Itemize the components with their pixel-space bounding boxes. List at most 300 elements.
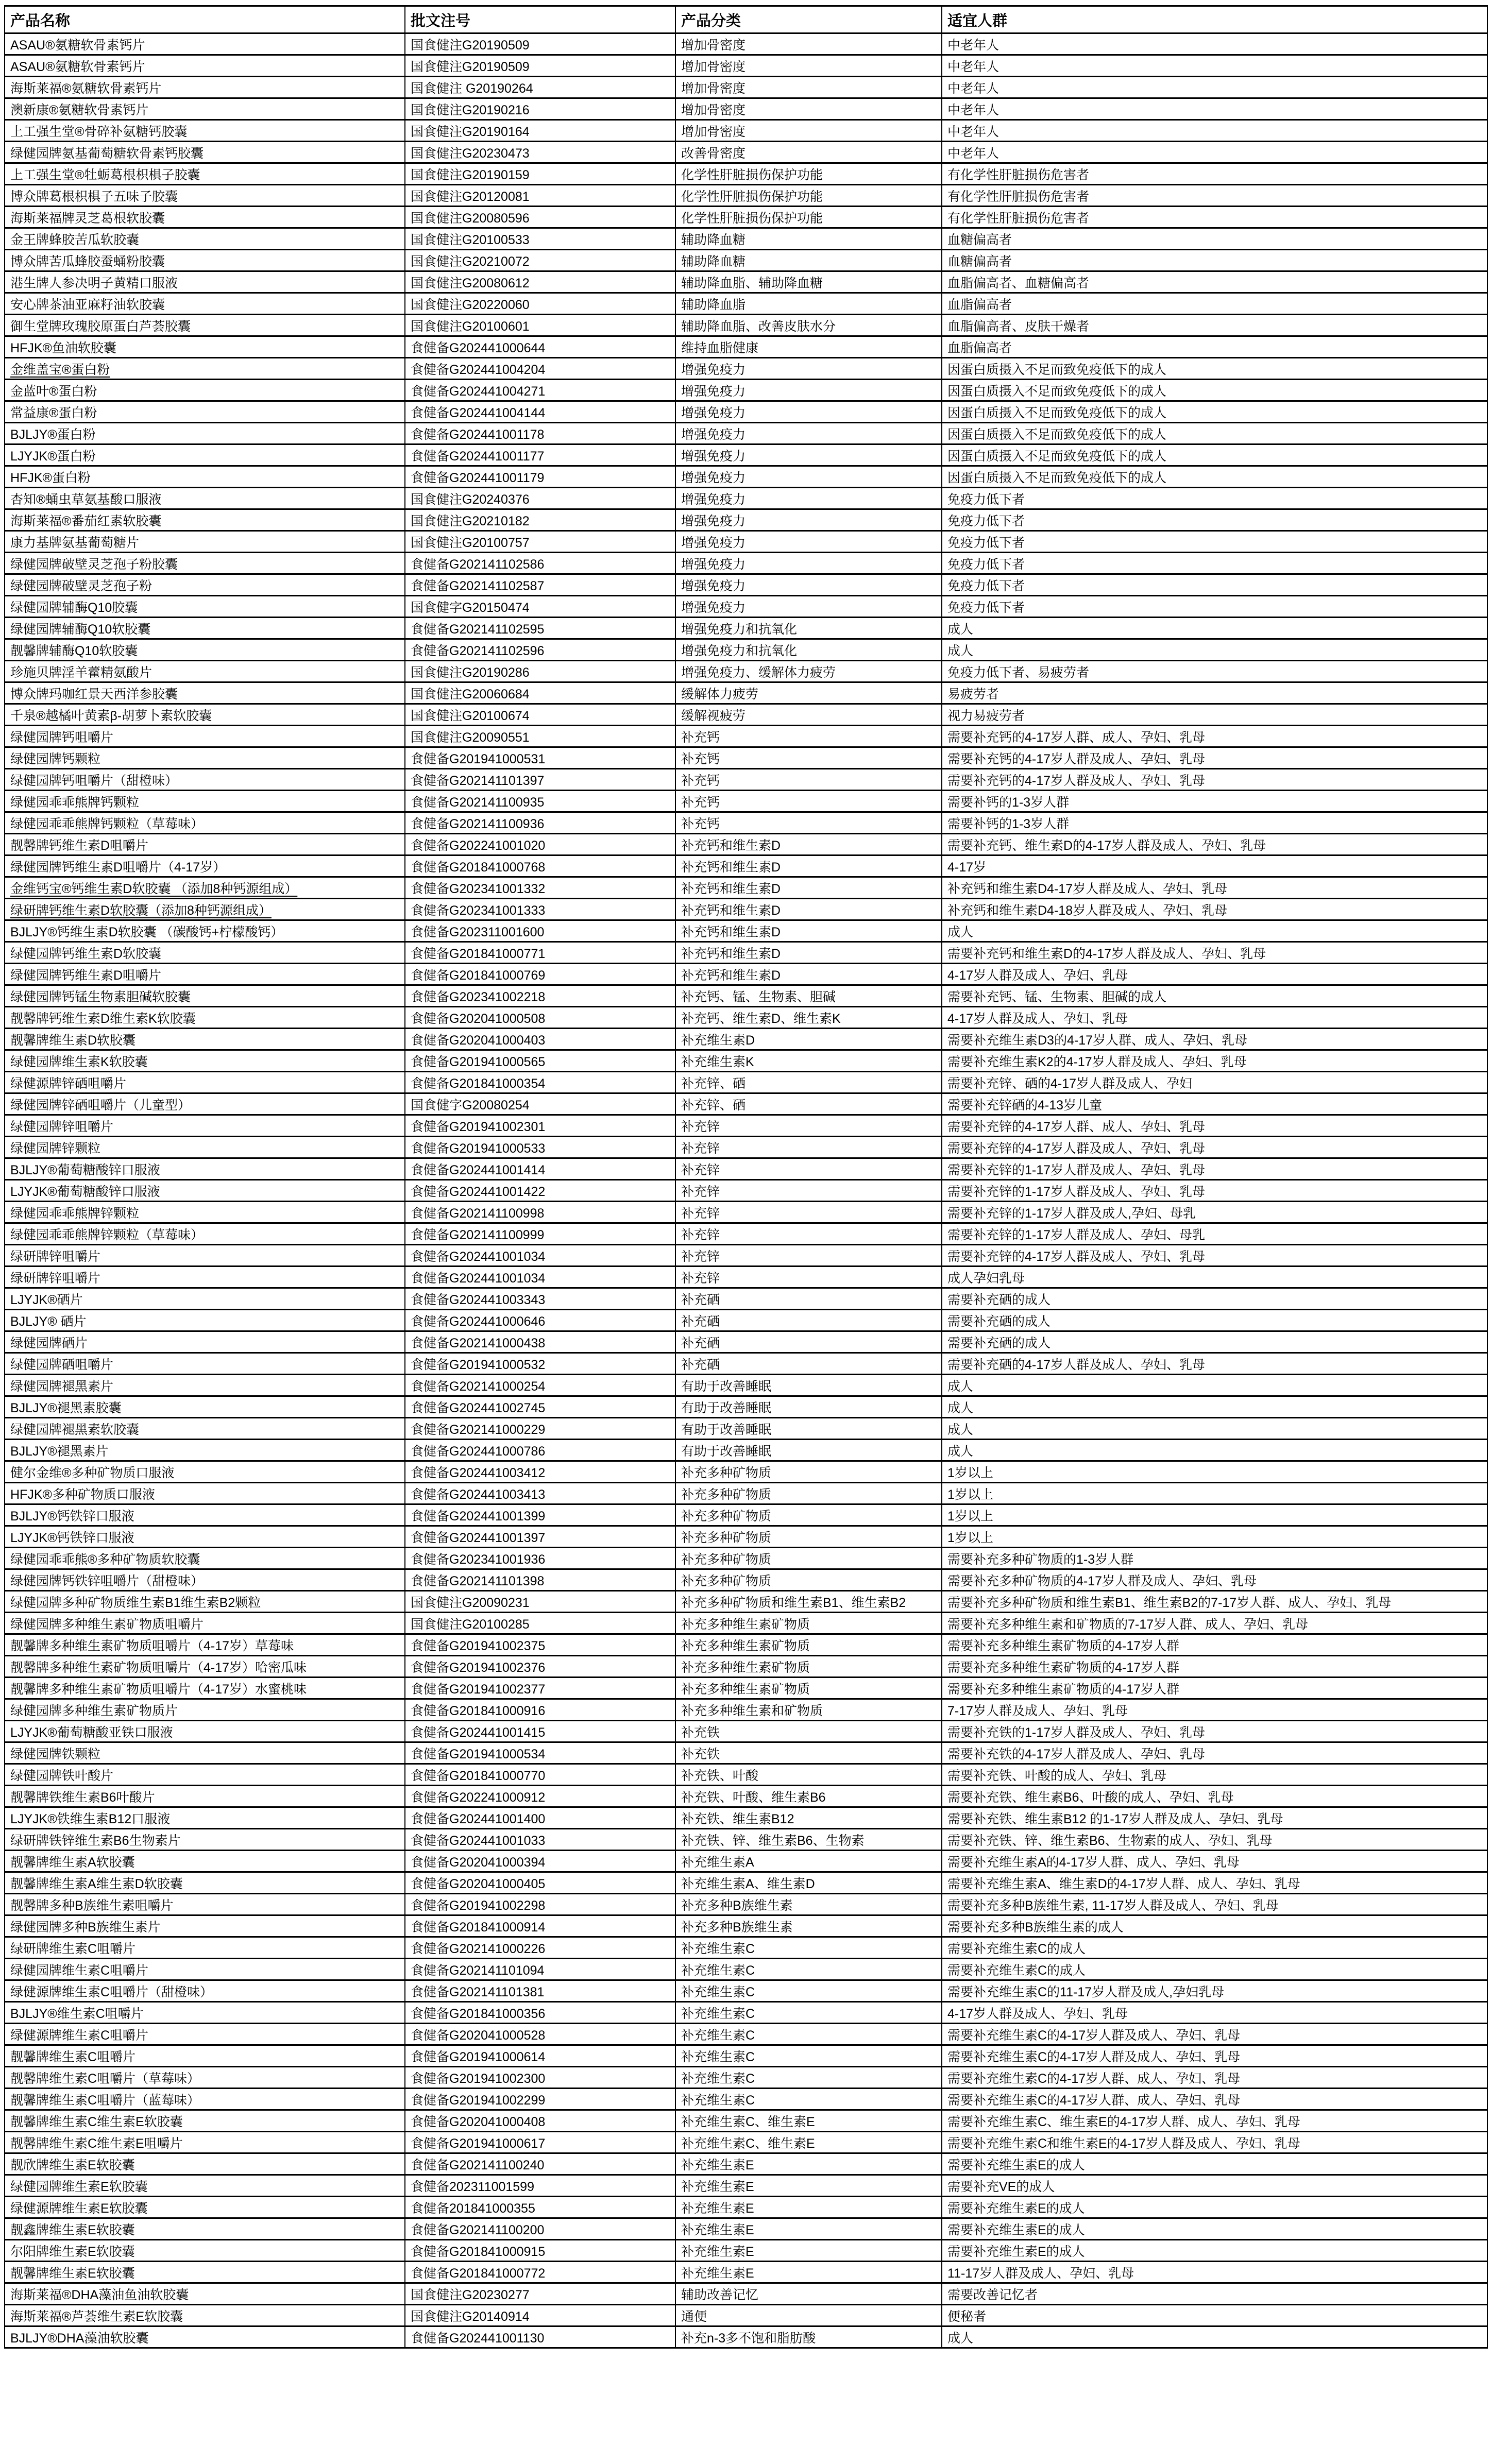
table-row [5,769,1487,791]
cell-name: 靓馨牌维生素C咀嚼片 [5,2045,405,2067]
table-row [5,1548,1487,1569]
cell-category: 增强免疫力和抗氧化 [675,618,942,639]
cell-category: 化学性肝脏损伤保护功能 [675,163,942,185]
cell-reg: 食健备G202341001332 [405,877,675,899]
cell-category: 增强免疫力 [675,488,942,509]
cell-name: 健尔金维®多种矿物质口服液 [5,1461,405,1483]
cell-name: 靓馨牌维生素A软胶囊 [5,1851,405,1872]
table-row [5,2175,1487,2197]
cell-reg: 国食健注G20210182 [405,509,675,531]
cell-name: 绿健园牌破壁灵芝孢子粉胶囊 [5,553,405,574]
cell-category: 补充锌 [675,1202,942,1223]
cell-category: 辅助降血糖 [675,250,942,271]
cell-category: 补充维生素C [675,2089,942,2110]
table-row [5,98,1487,120]
cell-audience: 免疫力低下者 [942,531,1487,553]
cell-audience: 7-17岁人群及成人、孕妇、乳母 [942,1699,1487,1721]
cell-audience: 需要补充维生素D3的4-17岁人群、成人、孕妇、乳母 [942,1029,1487,1050]
table-row [5,336,1487,358]
cell-category: 补充锌 [675,1245,942,1267]
cell-reg: 国食健字G20150474 [405,596,675,618]
cell-category: 增强免疫力 [675,574,942,596]
cell-reg: 食健备202311001599 [405,2175,675,2197]
cell-audience: 1岁以上 [942,1526,1487,1548]
cell-audience: 需要补充多种矿物质的1-3岁人群 [942,1548,1487,1569]
cell-reg: 食健备G202141100240 [405,2153,675,2175]
cell-name: 海斯莱福牌灵芝葛根软胶囊 [5,207,405,228]
cell-reg: 食健备G202141100998 [405,1202,675,1223]
cell-reg: 食健备G202141000229 [405,1418,675,1440]
cell-category: 增强免疫力 [675,358,942,380]
table-row [5,271,1487,293]
cell-audience: 需要补充多种矿物质的4-17岁人群及成人、孕妇、乳母 [942,1569,1487,1591]
table-row [5,596,1487,618]
cell-reg: 食健备G202441001422 [405,1180,675,1202]
table-row [5,2283,1487,2305]
cell-reg: 国食健注G20080596 [405,207,675,228]
cell-reg: 食健备G201941000531 [405,747,675,769]
table-row [5,1786,1487,1807]
cell-reg: 食健备G201941000532 [405,1353,675,1375]
cell-audience: 需要补充铁的1-17岁人群及成人、孕妇、乳母 [942,1721,1487,1742]
cell-category: 补充硒 [675,1353,942,1375]
cell-category: 化学性肝脏损伤保护功能 [675,185,942,207]
table-row [5,2024,1487,2045]
cell-name: 靓馨牌辅酶Q10软胶囊 [5,639,405,661]
cell-name: HFJK®蛋白粉 [5,466,405,488]
cell-reg: 国食健注G20100674 [405,704,675,726]
cell-audience: 成人 [942,1418,1487,1440]
cell-name: 绿健源牌锌硒咀嚼片 [5,1072,405,1093]
cell-audience: 成人 [942,2326,1487,2348]
cell-reg: 食健备G202441001177 [405,444,675,466]
table-row [5,2326,1487,2348]
cell-reg: 食健备G202141100999 [405,1223,675,1245]
table-row [5,358,1487,380]
cell-audience: 4-17岁人群及成人、孕妇、乳母 [942,2002,1487,2024]
cell-category: 维持血脂健康 [675,336,942,358]
cell-category: 增强免疫力 [675,444,942,466]
cell-reg: 食健备G202141102596 [405,639,675,661]
cell-name: 常益康®蛋白粉 [5,401,405,423]
cell-category: 补充锌 [675,1180,942,1202]
cell-reg: 国食健注G20190509 [405,33,675,55]
cell-name: 绿健园牌钙维生素D咀嚼片（4-17岁） [5,855,405,877]
cell-category: 补充多种矿物质 [675,1483,942,1504]
table-row [5,466,1487,488]
table-row [5,207,1487,228]
cell-audience: 需要补充钙、维生素D的4-17岁人群及成人、孕妇、乳母 [942,834,1487,855]
cell-category: 补充钙和维生素D [675,899,942,920]
cell-reg: 国食健注G20190216 [405,98,675,120]
cell-name: 珍施贝牌淫羊藿精氨酸片 [5,661,405,682]
cell-name: 靓馨牌维生素C咀嚼片（蓝莓味） [5,2089,405,2110]
cell-category: 增强免疫力 [675,380,942,401]
cell-reg: 食健备G202141000438 [405,1331,675,1353]
cell-audience: 补充钙和维生素D4-18岁人群及成人、孕妇、乳母 [942,899,1487,920]
cell-category: 补充维生素C [675,2024,942,2045]
cell-name: 绿健园牌锌咀嚼片 [5,1115,405,1137]
cell-reg: 食健备G202441002745 [405,1396,675,1418]
cell-audience: 需要补充维生素A的4-17岁人群、成人、孕妇、乳母 [942,1851,1487,1872]
cell-reg: 国食健注G20120081 [405,185,675,207]
table-row [5,163,1487,185]
cell-reg: 国食健注G20190286 [405,661,675,682]
cell-reg: 食健备G201841000356 [405,2002,675,2024]
cell-category: 化学性肝脏损伤保护功能 [675,207,942,228]
cell-audience: 4-17岁 [942,855,1487,877]
cell-audience: 需要补充锌、硒的4-17岁人群及成人、孕妇 [942,1072,1487,1093]
cell-reg: 食健备G202441001399 [405,1504,675,1526]
cell-audience: 4-17岁人群及成人、孕妇、乳母 [942,1007,1487,1029]
cell-category: 辅助降血脂 [675,293,942,315]
table-row [5,2089,1487,2110]
cell-reg: 食健备G202041000394 [405,1851,675,1872]
cell-audience: 需要补充维生素C、维生素E的4-17岁人群、成人、孕妇、乳母 [942,2110,1487,2132]
cell-reg: 食健备G202041000508 [405,1007,675,1029]
cell-category: 增加骨密度 [675,77,942,98]
cell-audience: 需要补充铁、维生素B12 的1-17岁人群及成人、孕妇、乳母 [942,1807,1487,1829]
cell-name: 绿健园乖乖熊牌锌颗粒（草莓味） [5,1223,405,1245]
cell-name: 博众牌葛根枳椇子五味子胶囊 [5,185,405,207]
cell-category: 补充维生素E [675,2153,942,2175]
table-row [5,120,1487,142]
cell-reg: 食健备G201841000916 [405,1699,675,1721]
cell-name: 博众牌玛咖红景天西洋参胶囊 [5,682,405,704]
table-row [5,185,1487,207]
cell-reg: 国食健注G20190509 [405,55,675,77]
table-row [5,1223,1487,1245]
cell-category: 补充维生素C [675,1980,942,2002]
cell-audience: 有化学性肝脏损伤危害者 [942,207,1487,228]
cell-name: 绿健园牌钙铁锌咀嚼片（甜橙味） [5,1569,405,1591]
cell-audience: 需要补充维生素E的成人 [942,2197,1487,2218]
table-row [5,899,1487,920]
cell-name: 靓欣牌维生素E软胶囊 [5,2153,405,2175]
cell-name: 尔阳牌维生素E软胶囊 [5,2240,405,2262]
product-table [4,5,1488,2349]
cell-reg: 食健备G202141101094 [405,1959,675,1980]
table-row [5,1180,1487,1202]
cell-audience: 视力易疲劳者 [942,704,1487,726]
cell-category: 补充铁、锌、维生素B6、生物素 [675,1829,942,1851]
cell-name: 靓馨牌钙维生素D咀嚼片 [5,834,405,855]
cell-reg: 食健备G202341001333 [405,899,675,920]
table-row [5,661,1487,682]
table-row [5,1959,1487,1980]
cell-audience: 因蛋白质摄入不足而致免疫低下的成人 [942,358,1487,380]
table-row [5,2110,1487,2132]
table-row [5,2218,1487,2240]
cell-reg: 食健备G202441001400 [405,1807,675,1829]
cell-category: 增强免疫力 [675,423,942,444]
cell-audience: 成人 [942,920,1487,942]
cell-reg: 食健备G202141000226 [405,1937,675,1959]
cell-name: BJLJY®DHA藻油软胶囊 [5,2326,405,2348]
cell-category: 补充维生素E [675,2218,942,2240]
cell-name: 绿健园牌钙咀嚼片（甜橙味） [5,769,405,791]
table-row [5,1894,1487,1915]
table-row [5,704,1487,726]
table-row [5,574,1487,596]
cell-audience: 需要补充铁、锌、维生素B6、生物素的成人、孕妇、乳母 [942,1829,1487,1851]
cell-audience: 1岁以上 [942,1461,1487,1483]
cell-reg: 食健备G202141100936 [405,812,675,834]
cell-audience: 血脂偏高者 [942,293,1487,315]
table-row [5,423,1487,444]
cell-name: HFJK®鱼油软胶囊 [5,336,405,358]
cell-category: 补充维生素C [675,1959,942,1980]
cell-reg: 食健备G202441001397 [405,1526,675,1548]
cell-audience: 中老年人 [942,120,1487,142]
cell-name: LJYJK®铁维生素B12口服液 [5,1807,405,1829]
table-row [5,1526,1487,1548]
cell-reg: 国食健注G20060684 [405,682,675,704]
cell-name: 康力基牌氨基葡萄糖片 [5,531,405,553]
cell-name: 绿健园牌多种维生素矿物质片 [5,1699,405,1721]
table-row [5,228,1487,250]
cell-audience: 需要补充硒的成人 [942,1331,1487,1353]
cell-category: 增加骨密度 [675,120,942,142]
cell-category: 补充多种矿物质 [675,1569,942,1591]
cell-reg: 食健备G202041000403 [405,1029,675,1050]
cell-name: 绿健园牌褪黑素片 [5,1375,405,1396]
cell-audience: 需要补充钙的4-17岁人群、成人、孕妇、乳母 [942,726,1487,747]
cell-audience: 因蛋白质摄入不足而致免疫低下的成人 [942,444,1487,466]
cell-audience: 需要补充锌的4-17岁人群及成人、孕妇、乳母 [942,1137,1487,1158]
table-row [5,964,1487,985]
cell-audience: 需要补钙的1-3岁人群 [942,791,1487,812]
cell-name: 海斯莱福®芦荟维生素E软胶囊 [5,2305,405,2326]
cell-audience: 需要补充锌的4-17岁人群及成人、孕妇、乳母 [942,1245,1487,1267]
cell-category: 补充维生素C [675,1937,942,1959]
table-row [5,1202,1487,1223]
cell-category: 增加骨密度 [675,55,942,77]
cell-audience: 免疫力低下者 [942,574,1487,596]
cell-category: 补充硒 [675,1310,942,1331]
cell-reg: 食健备G201941002301 [405,1115,675,1137]
cell-category: 补充硒 [675,1331,942,1353]
cell-name: 绿健园牌多种维生素矿物质咀嚼片 [5,1613,405,1634]
cell-name: 靓馨牌维生素C维生素E咀嚼片 [5,2132,405,2153]
table-row [5,1872,1487,1894]
table-row [5,2153,1487,2175]
cell-audience: 血脂偏高者、皮肤干燥者 [942,315,1487,336]
cell-audience: 需要补充铁、维生素B6、叶酸的成人、孕妇、乳母 [942,1786,1487,1807]
table-row [5,1245,1487,1267]
table-row [5,1613,1487,1634]
table-row [5,315,1487,336]
cell-reg: 食健备G202041000405 [405,1872,675,1894]
cell-audience: 易疲劳者 [942,682,1487,704]
cell-reg: 食健备G201841000770 [405,1764,675,1786]
table-row [5,834,1487,855]
cell-audience: 需要补充多种维生素矿物质的4-17岁人群 [942,1656,1487,1678]
table-row [5,77,1487,98]
cell-name: 上工强生堂®骨碎补氨糖钙胶囊 [5,120,405,142]
table-row [5,553,1487,574]
cell-category: 补充钙和维生素D [675,855,942,877]
cell-audience: 需要补充铁的4-17岁人群及成人、孕妇、乳母 [942,1742,1487,1764]
cell-reg: 食健备G202441001178 [405,423,675,444]
cell-reg: 国食健注G20100757 [405,531,675,553]
cell-audience: 需要补充锌的1-17岁人群及成人、孕妇、乳母 [942,1158,1487,1180]
cell-category: 补充钙和维生素D [675,877,942,899]
cell-reg: 国食健注G20230277 [405,2283,675,2305]
cell-name: 绿健园乖乖熊牌钙颗粒 [5,791,405,812]
cell-category: 补充维生素C、维生素E [675,2132,942,2153]
cell-name: 绿健园牌维生素K软胶囊 [5,1050,405,1072]
table-row [5,1504,1487,1526]
cell-category: 增强免疫力 [675,401,942,423]
cell-category: 补充多种矿物质 [675,1526,942,1548]
cell-category: 补充维生素A、维生素D [675,1872,942,1894]
cell-name: 绿健园牌钙维生素D软胶囊 [5,942,405,964]
cell-category: 通便 [675,2305,942,2326]
cell-category: 补充锌 [675,1267,942,1288]
cell-name: 绿健园牌钙颗粒 [5,747,405,769]
cell-audience: 成人 [942,1396,1487,1418]
cell-name: 金蓝叶®蛋白粉 [5,380,405,401]
cell-audience: 因蛋白质摄入不足而致免疫低下的成人 [942,380,1487,401]
cell-category: 补充维生素A [675,1851,942,1872]
cell-reg: 食健备G201841000771 [405,942,675,964]
table-row [5,726,1487,747]
cell-audience: 中老年人 [942,33,1487,55]
cell-name: 绿健园牌辅酶Q10胶囊 [5,596,405,618]
cell-category: 补充锌 [675,1158,942,1180]
cell-audience: 需要补充维生素C的4-17岁人群、成人、孕妇、乳母 [942,2089,1487,2110]
cell-category: 补充钙、维生素D、维生素K [675,1007,942,1029]
cell-audience: 4-17岁人群及成人、孕妇、乳母 [942,964,1487,985]
cell-audience: 成人 [942,1440,1487,1461]
cell-reg: 食健备G202441000644 [405,336,675,358]
cell-name: 绿健园牌维生素C咀嚼片 [5,1959,405,1980]
table-row [5,618,1487,639]
cell-reg: 国食健注G20090231 [405,1591,675,1613]
cell-audience: 需要补充维生素E的成人 [942,2218,1487,2240]
cell-name: 绿健园牌钙锰生物素胆碱软胶囊 [5,985,405,1007]
cell-name: BJLJY®维生素C咀嚼片 [5,2002,405,2024]
cell-category: 补充钙、锰、生物素、胆碱 [675,985,942,1007]
cell-name: LJYJK®钙铁锌口服液 [5,1526,405,1548]
cell-reg: 食健备G202041000528 [405,2024,675,2045]
cell-reg: 国食健注G20210072 [405,250,675,271]
cell-reg: 食健备G202441001033 [405,1829,675,1851]
cell-name: 海斯莱福®DHA藻油鱼油软胶囊 [5,2283,405,2305]
cell-audience: 因蛋白质摄入不足而致免疫低下的成人 [942,423,1487,444]
cell-category: 有助于改善睡眠 [675,1418,942,1440]
cell-audience: 需要补充维生素C和维生素E的4-17岁人群及成人、孕妇、乳母 [942,2132,1487,2153]
cell-category: 补充多种矿物质 [675,1548,942,1569]
cell-name: 绿健园牌氨基葡萄糖软骨素钙胶囊 [5,142,405,163]
cell-category: 补充硒 [675,1288,942,1310]
cell-name: BJLJY®钙铁锌口服液 [5,1504,405,1526]
cell-category: 补充维生素D [675,1029,942,1050]
cell-audience: 免疫力低下者 [942,488,1487,509]
cell-reg: 食健备G202441004204 [405,358,675,380]
cell-category: 补充钙 [675,812,942,834]
table-row [5,1072,1487,1093]
cell-category: 增强免疫力 [675,553,942,574]
cell-name: 绿健园牌锌硒咀嚼片（儿童型） [5,1093,405,1115]
cell-name: 靓馨牌铁维生素B6叶酸片 [5,1786,405,1807]
table-row [5,1137,1487,1158]
cell-audience: 需要补充维生素K2的4-17岁人群及成人、孕妇、乳母 [942,1050,1487,1072]
cell-name: 金维钙宝®钙维生素D软胶囊 （添加8种钙源组成） [5,877,405,899]
cell-category: 补充多种B族维生素 [675,1915,942,1937]
cell-name: 绿研牌维生素C咀嚼片 [5,1937,405,1959]
cell-reg: 国食健注G20100285 [405,1613,675,1634]
cell-name: 绿健园牌维生素E软胶囊 [5,2175,405,2197]
cell-name: 靓馨牌多种B族维生素咀嚼片 [5,1894,405,1915]
table-row [5,877,1487,899]
table-row [5,1310,1487,1331]
cell-category: 增强免疫力和抗氧化 [675,639,942,661]
table-row [5,1375,1487,1396]
cell-name: 港生牌人参决明子黄精口服液 [5,271,405,293]
cell-category: 补充多种矿物质和维生素B1、维生素B2 [675,1591,942,1613]
table-row [5,639,1487,661]
cell-audience: 成人 [942,639,1487,661]
cell-name: 安心牌茶油亚麻籽油软胶囊 [5,293,405,315]
cell-category: 补充钙和维生素D [675,942,942,964]
cell-name: 澳新康®氨糖软骨素钙片 [5,98,405,120]
cell-name: 海斯莱福®氨糖软骨素钙片 [5,77,405,98]
cell-reg: 食健备G202441001179 [405,466,675,488]
cell-category: 补充多种矿物质 [675,1461,942,1483]
cell-audience: 需要补充维生素E的成人 [942,2153,1487,2175]
table-row [5,942,1487,964]
table-row [5,1158,1487,1180]
cell-reg: 国食健注G20100601 [405,315,675,336]
cell-audience: 需要补充维生素C的11-17岁人群及成人,孕妇乳母 [942,1980,1487,2002]
table-row [5,812,1487,834]
column-header-approval-number: 批文注号 [405,6,675,33]
cell-audience: 中老年人 [942,98,1487,120]
table-row [5,1331,1487,1353]
cell-name: LJYJK®蛋白粉 [5,444,405,466]
cell-category: 补充锌 [675,1137,942,1158]
cell-audience: 需要补充钙、锰、生物素、胆碱的成人 [942,985,1487,1007]
cell-reg: 国食健字G20080254 [405,1093,675,1115]
cell-category: 补充锌、硒 [675,1093,942,1115]
cell-category: 补充维生素E [675,2262,942,2283]
cell-audience: 1岁以上 [942,1483,1487,1504]
cell-category: 缓解体力疲劳 [675,682,942,704]
cell-reg: 食健备G201941002300 [405,2067,675,2089]
cell-category: 补充多种维生素矿物质 [675,1678,942,1699]
cell-audience: 需要补充硒的成人 [942,1288,1487,1310]
cell-audience: 需要补充维生素C的成人 [942,1937,1487,1959]
cell-name: 绿健园乖乖熊牌钙颗粒（草莓味） [5,812,405,834]
cell-name: HFJK®多种矿物质口服液 [5,1483,405,1504]
cell-category: 辅助降血脂、改善皮肤水分 [675,315,942,336]
cell-audience: 需要补充维生素C的4-17岁人群、成人、孕妇、乳母 [942,2067,1487,2089]
table-row [5,531,1487,553]
cell-category: 增强免疫力 [675,509,942,531]
cell-reg: 食健备G202441004271 [405,380,675,401]
cell-reg: 食健备G202441001034 [405,1267,675,1288]
cell-audience: 需要补充钙的4-17岁人群及成人、孕妇、乳母 [942,747,1487,769]
cell-name: 绿研牌钙维生素D软胶囊（添加8种钙源组成） [5,899,405,920]
cell-name: 博众牌苦瓜蜂胶蚕蛹粉胶囊 [5,250,405,271]
cell-name: 靓馨牌维生素E软胶囊 [5,2262,405,2283]
cell-audience: 因蛋白质摄入不足而致免疫低下的成人 [942,466,1487,488]
table-row [5,1742,1487,1764]
cell-name: 靓馨牌维生素C咀嚼片（草莓味） [5,2067,405,2089]
table-row [5,488,1487,509]
